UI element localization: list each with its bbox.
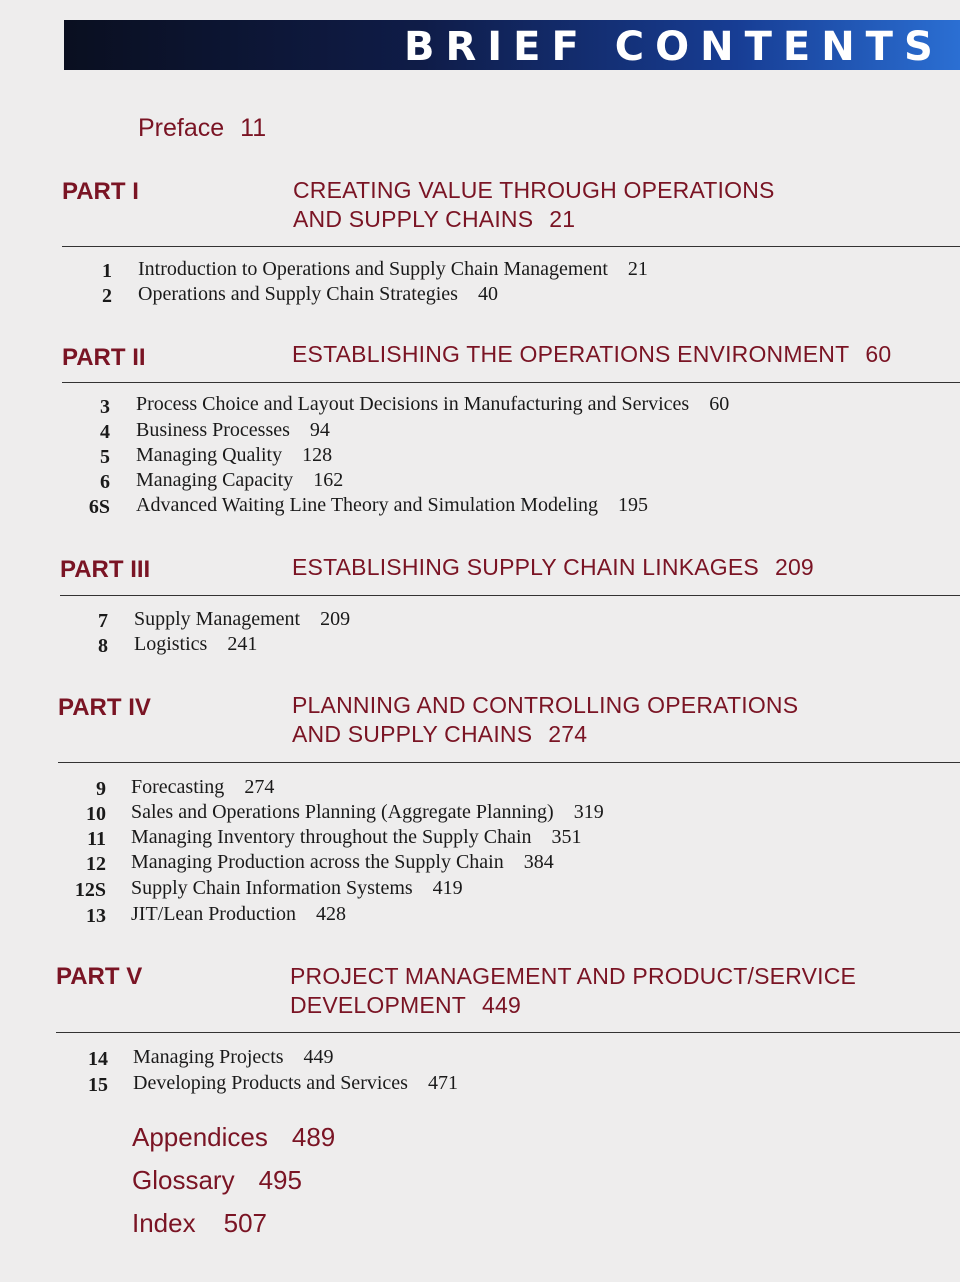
- chapter-14-title: Managing Projects: [133, 1046, 284, 1068]
- chapter-11-number: 11: [87, 828, 106, 850]
- chapter-12s-entry[interactable]: [131, 877, 463, 900]
- glossary-entry[interactable]: [132, 1165, 302, 1196]
- part-4-title[interactable]: [292, 691, 798, 749]
- chapter-6s-title: Advanced Waiting Line Theory and Simulation Modeling: [136, 494, 599, 516]
- part-2-title[interactable]: [292, 340, 891, 369]
- part-3-label: PART III: [60, 556, 151, 583]
- chapter-9-title: Forecasting: [131, 776, 225, 798]
- part-4-title-line-1: PLANNING AND CONTROLLING OPERATIONS: [292, 692, 799, 718]
- chapter-12s-page: 419: [432, 877, 463, 899]
- chapter-10-page: 319: [573, 801, 604, 823]
- index-entry[interactable]: [132, 1208, 267, 1239]
- glossary-label: Glossary: [132, 1165, 235, 1195]
- chapter-1-title: Introduction to Operations and Supply Chain Management: [138, 258, 608, 280]
- chapter-15-page: 471: [427, 1072, 458, 1094]
- chapter-5-page: 128: [302, 444, 333, 466]
- chapter-1-entry[interactable]: [138, 258, 648, 281]
- preface-label: Preface: [138, 114, 225, 142]
- part-3-page: 209: [774, 554, 814, 580]
- chapter-10-entry[interactable]: [131, 801, 604, 824]
- chapter-1-page: 21: [627, 258, 648, 280]
- part-5-title-line-2: DEVELOPMENT: [290, 992, 467, 1018]
- part-5-divider: [56, 1032, 960, 1033]
- chapter-8-entry[interactable]: [134, 633, 257, 656]
- preface-page: 11: [240, 114, 267, 142]
- chapter-12-title: Managing Production across the Supply Chain: [131, 851, 504, 873]
- chapter-2-entry[interactable]: [138, 283, 498, 306]
- part-5-title[interactable]: [290, 962, 856, 1020]
- part-5-page: 449: [482, 992, 521, 1018]
- chapter-4-page: 94: [309, 419, 330, 441]
- chapter-6-title: Managing Capacity: [136, 469, 294, 491]
- chapter-11-page: 351: [551, 826, 582, 848]
- chapter-9-entry[interactable]: [131, 776, 274, 799]
- part-3-divider: [60, 595, 960, 596]
- appendices-entry[interactable]: [132, 1122, 335, 1153]
- part-1-title-line-1: CREATING VALUE THROUGH OPERATIONS: [293, 177, 775, 203]
- chapter-15-title: Developing Products and Services: [133, 1072, 408, 1094]
- chapter-2-title: Operations and Supply Chain Strategies: [138, 283, 458, 305]
- part-3-title[interactable]: [292, 553, 814, 582]
- part-5-label: PART V: [56, 963, 143, 990]
- chapter-5-title: Managing Quality: [136, 444, 283, 466]
- glossary-page: 495: [258, 1165, 302, 1195]
- part-5-title-line-1: PROJECT MANAGEMENT AND PRODUCT/SERVICE: [290, 963, 857, 989]
- chapter-7-title: Supply Management: [134, 608, 301, 630]
- part-4-divider: [58, 762, 960, 763]
- chapter-4-title: Business Processes: [136, 419, 290, 441]
- chapter-12s-title: Supply Chain Information Systems: [131, 877, 413, 899]
- index-label: Index: [132, 1208, 196, 1238]
- chapter-2-number: 2: [102, 285, 112, 307]
- chapter-12s-number: 12S: [74, 879, 106, 901]
- chapter-13-page: 428: [315, 903, 346, 925]
- chapter-11-entry[interactable]: [131, 826, 582, 849]
- chapter-2-page: 40: [477, 283, 498, 305]
- chapter-13-title: JIT/Lean Production: [131, 903, 296, 925]
- chapter-12-entry[interactable]: [131, 851, 554, 874]
- chapter-6-entry[interactable]: [136, 469, 343, 492]
- appendices-page: 489: [291, 1122, 336, 1152]
- chapter-12-number: 12: [86, 853, 106, 875]
- part-2-divider: [62, 382, 960, 383]
- part-2-page: 60: [865, 341, 892, 367]
- chapter-7-page: 209: [320, 608, 351, 630]
- chapter-6s-entry[interactable]: [136, 494, 648, 517]
- chapter-12-page: 384: [523, 851, 554, 873]
- chapter-14-page: 449: [303, 1046, 334, 1068]
- chapter-6s-page: 195: [618, 494, 649, 516]
- chapter-4-number: 4: [100, 421, 110, 443]
- part-2-label: PART II: [62, 344, 146, 371]
- chapter-5-number: 5: [100, 446, 110, 468]
- brief-contents-banner: [64, 20, 960, 70]
- chapter-7-entry[interactable]: [134, 608, 350, 631]
- chapter-6-page: 162: [313, 469, 344, 491]
- part-1-page: 21: [549, 206, 576, 232]
- chapter-8-number: 8: [98, 635, 108, 657]
- part-4-title-line-2: AND SUPPLY CHAINS: [292, 721, 533, 747]
- appendices-label: Appendices: [132, 1122, 268, 1152]
- chapter-1-number: 1: [102, 260, 112, 282]
- chapter-15-entry[interactable]: [133, 1072, 458, 1095]
- chapter-10-title: Sales and Operations Planning (Aggregate Planning): [131, 801, 554, 823]
- chapter-8-page: 241: [227, 633, 258, 655]
- chapter-3-title: Process Choice and Layout Decisions in Manufacturing and Services: [136, 393, 690, 415]
- part-4-label: PART IV: [58, 694, 151, 721]
- part-1-title[interactable]: [293, 176, 775, 234]
- chapter-6s-number: 6S: [88, 496, 110, 518]
- chapter-9-number: 9: [96, 778, 106, 800]
- page-title: BRIEF CONTENTS: [404, 24, 944, 70]
- chapter-6-number: 6: [100, 471, 110, 493]
- chapter-3-entry[interactable]: [136, 393, 729, 416]
- chapter-13-number: 13: [86, 905, 106, 927]
- index-page: 507: [223, 1208, 267, 1238]
- part-1-label: PART I: [62, 178, 139, 205]
- chapter-9-page: 274: [244, 776, 275, 798]
- chapter-4-entry[interactable]: [136, 419, 330, 442]
- chapter-14-entry[interactable]: [133, 1046, 334, 1069]
- chapter-5-entry[interactable]: [136, 444, 332, 467]
- chapter-7-number: 7: [98, 610, 108, 632]
- part-4-page: 274: [548, 721, 588, 747]
- chapter-14-number: 14: [88, 1048, 108, 1070]
- part-3-title-line-1: ESTABLISHING SUPPLY CHAIN LINKAGES: [292, 554, 759, 580]
- chapter-8-title: Logistics: [134, 633, 208, 655]
- chapter-10-number: 10: [86, 803, 106, 825]
- preface-entry[interactable]: [138, 114, 266, 143]
- chapter-15-number: 15: [88, 1074, 108, 1096]
- chapter-13-entry[interactable]: [131, 903, 346, 926]
- chapter-3-number: 3: [100, 396, 110, 418]
- part-1-divider: [62, 246, 960, 247]
- part-1-title-line-2: AND SUPPLY CHAINS: [293, 206, 534, 232]
- part-2-title-line-1: ESTABLISHING THE OPERATIONS ENVIRONMENT: [292, 341, 850, 367]
- chapter-3-page: 60: [709, 393, 730, 415]
- chapter-11-title: Managing Inventory throughout the Supply Chain: [131, 826, 532, 848]
